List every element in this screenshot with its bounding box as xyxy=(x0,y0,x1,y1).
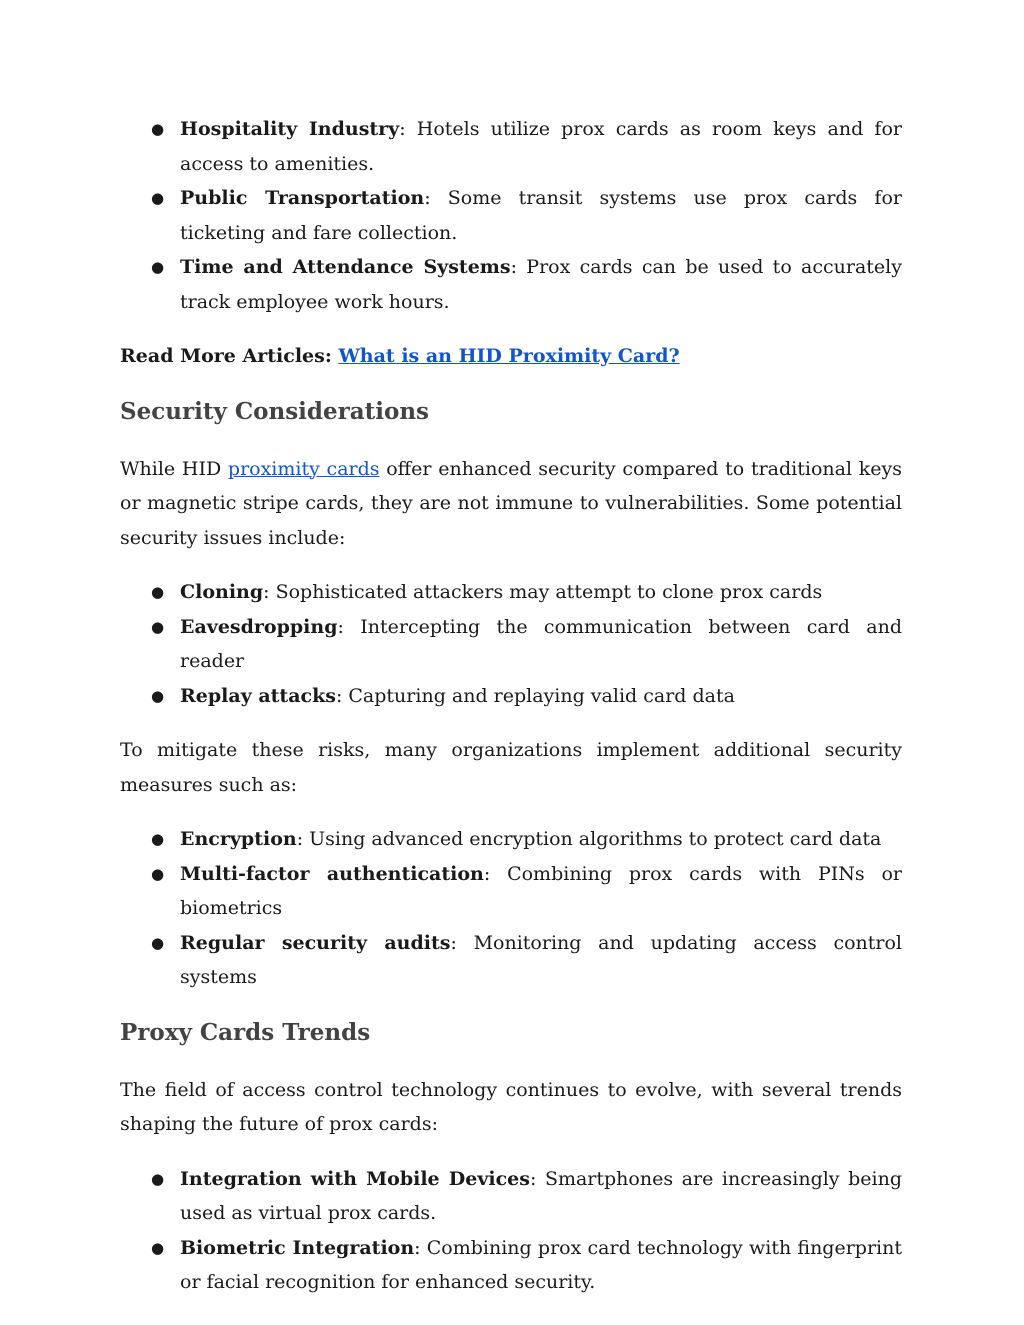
list-item xyxy=(120,1231,902,1300)
list-item xyxy=(120,822,902,857)
bullet-icon: ● xyxy=(151,583,165,601)
bullet-icon: ● xyxy=(151,1169,165,1188)
bullet-icon: ● xyxy=(151,933,165,952)
list-item xyxy=(120,610,902,679)
list-item xyxy=(120,1162,902,1231)
proximity-cards-link[interactable]: proximity cards xyxy=(227,457,380,480)
read-more-line xyxy=(120,339,902,374)
list-item-term: Eavesdropping xyxy=(180,615,338,638)
read-more-link[interactable]: What is an HID Proximity Card? xyxy=(338,345,680,367)
list-item-desc: : Using advanced encryption algorithms to protect card data xyxy=(296,828,882,850)
security-issues-list xyxy=(120,575,902,713)
document-page xyxy=(120,112,902,1300)
list-item xyxy=(120,250,902,319)
list-item-desc: : Capturing and replaying valid card data xyxy=(335,684,735,707)
list-item xyxy=(120,575,902,610)
list-item xyxy=(120,679,902,714)
list-item-desc: : Sophisticated attackers may attempt to clone prox cards xyxy=(263,581,823,603)
list-item-term: Integration with Mobile Devices xyxy=(180,1167,530,1190)
list-item xyxy=(120,926,902,995)
security-heading: Security Considerations xyxy=(120,397,429,425)
list-item-term: Hospitality Industry xyxy=(180,118,400,140)
read-more-label: Read More Articles: xyxy=(120,345,339,367)
list-item-desc: : Combining prox cards with PINs or biometrics xyxy=(180,862,902,919)
trends-list xyxy=(120,1162,902,1300)
bullet-icon: ● xyxy=(151,830,165,848)
security-intro xyxy=(120,452,902,556)
list-item-term: Encryption xyxy=(180,828,297,850)
bullet-icon: ● xyxy=(151,1238,165,1257)
list-item-term: Cloning xyxy=(180,581,264,603)
list-item-term: Biometric Integration xyxy=(180,1236,415,1259)
list-item-term: Public Transportation xyxy=(180,187,425,209)
list-item-term: Time and Attendance Systems xyxy=(180,256,511,278)
security-intro-start: While HID xyxy=(120,457,228,480)
list-item-desc: : Smartphones are increasingly being used as virtual prox cards. xyxy=(180,1167,903,1224)
list-item-desc: : Combining prox card technology with fingerprint or facial recognition for enhanced security. xyxy=(180,1236,902,1293)
security-measures-list xyxy=(120,822,902,995)
list-item-term: Multi-factor authentication xyxy=(180,862,484,885)
bullet-icon: ● xyxy=(151,617,165,636)
trends-heading: Proxy Cards Trends xyxy=(120,1018,371,1046)
trends-intro: The field of access control technology continues to evolve, with several trends shaping the future of prox cards: xyxy=(120,1078,902,1135)
industry-list xyxy=(120,112,902,319)
bullet-icon: ● xyxy=(151,189,165,207)
list-item-desc: : Some transit systems use prox cards for ticketing and fare collection. xyxy=(180,187,902,244)
list-item-desc: : Hotels utilize prox cards as room keys and for access to amenities. xyxy=(180,118,902,175)
security-intro-end: offer enhanced security compared to traditional keys or magnetic stripe cards, they are not immune to vulnerabilities. Some potential security issues include: xyxy=(120,457,902,549)
list-item-desc: : Prox cards can be used to accurately track employee work hours. xyxy=(180,256,902,313)
bullet-icon: ● xyxy=(151,120,165,138)
list-item-term: Replay attacks xyxy=(180,684,336,707)
list-item-term: Regular security audits xyxy=(180,931,451,954)
bullet-icon: ● xyxy=(151,686,165,705)
list-item-desc: : Intercepting the communication between card and reader xyxy=(180,615,902,672)
bullet-icon: ● xyxy=(151,864,165,883)
mitigation-paragraph: To mitigate these risks, many organizations implement additional security measures such as: xyxy=(120,739,902,796)
bullet-icon: ● xyxy=(151,258,165,276)
list-item xyxy=(120,112,902,181)
list-item-desc: : Monitoring and updating access control systems xyxy=(180,931,902,988)
list-item xyxy=(120,857,902,926)
list-item xyxy=(120,181,902,250)
